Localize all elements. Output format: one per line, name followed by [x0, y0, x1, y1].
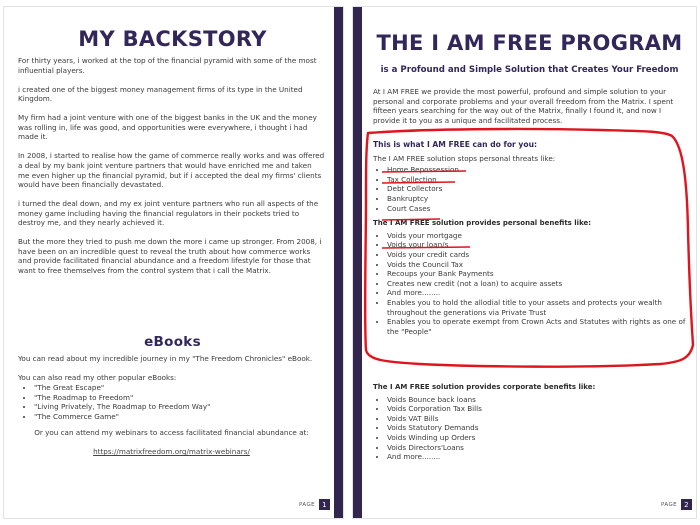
paragraph: In 2008, i started to realise how the game of commerce really works and was offered a deal by my bank joint venture partners that would have enriched me and taken me even higher up the financial pyramid, but if i accepted the deal my firms' clients would have been financially devastated.: [18, 151, 325, 190]
paragraph: But the more they tried to push me down the more i came up stronger. From 2008, i have been on an incredible quest to reveal the truth about how commerce works and provide facilitated financial abundance and a freedom lifestyle for those that want to free themselves from the control system that i call the Matrix.: [18, 237, 322, 276]
threats-list: [373, 165, 686, 213]
page-number-badge: 1: [319, 499, 330, 510]
list-item: • Voids Corporation Tax Bills: [387, 404, 686, 414]
corporate-section: [373, 383, 686, 467]
page-number-badge: 2: [681, 499, 692, 510]
personal-benefits-list: [373, 231, 686, 337]
ebooks-list: [18, 383, 325, 421]
webinar-link[interactable]: https://matrixfreedom.org/matrix-webinars/: [93, 447, 250, 457]
ebooks-intro: You can read about my incredible journey in my "The Freedom Chronicles" eBook.: [18, 354, 313, 363]
list-item: • "The Commerce Game": [34, 412, 325, 422]
page-two: [352, 6, 697, 519]
ebooks-heading: eBooks: [144, 334, 201, 350]
webinar-text: Or you can attend my webinars to access facilitated financial abundance at:: [34, 428, 309, 438]
corporate-benefits-list: [373, 395, 686, 462]
ebooks-section: [18, 354, 325, 466]
list-item: • "Living Privately, The Roadmap to Freedom Way": [34, 402, 325, 412]
paragraph: i turned the deal down, and my ex joint venture partners who run all aspects of the money game including having the financial regulators in their pockets tried to destroy me, and they nearly achieved it.: [18, 199, 319, 228]
page-gutter-bar: [334, 7, 343, 518]
corporate-benefits-heading: The I AM FREE solution provides corporate benefits like:: [373, 383, 596, 391]
page-title: MY BACKSTORY: [78, 27, 267, 51]
paragraph: My firm had a joint venture with one of the biggest banks in the UK and the money was rolling in, life was good, and opportunities were everywhere, i thought i had made it.: [18, 113, 317, 142]
highlighted-section: [373, 140, 686, 341]
list-item: • Voids your mortgage: [387, 231, 686, 241]
threats-intro: The I AM FREE solution stops personal threats like:: [373, 153, 556, 163]
page-gutter-bar: [353, 7, 362, 518]
list-item: • Enables you to operate exempt from Crown Acts and Statutes with rights as one of the "People": [387, 317, 686, 336]
page-one: [3, 6, 344, 519]
page-number: [299, 499, 330, 510]
list-item: • Bankruptcy: [387, 194, 686, 204]
list-item: • Debt Collectors: [387, 184, 686, 194]
personal-benefits-heading: The I AM FREE solution provides personal benefits like:: [373, 219, 592, 228]
section-heading: This is what I AM FREE can do for you:: [373, 140, 538, 149]
page-number: [661, 499, 692, 510]
list-item: • Home Repossession: [387, 165, 686, 175]
list-item: • Enables you to hold the allodial title to your assets and protects your wealth throughout the generations via Private Trust: [387, 298, 686, 317]
list-item: • Voids Winding up Orders: [387, 433, 686, 443]
intro-paragraph: At I AM FREE we provide the most powerful, profound and simple solution to your personal and corporate problems and your overall freedom from the Matrix. I spent fifteen years searching for the way out of the Matrix, finally I found it, and now I provide it to you as a unique and facilitated process.: [373, 87, 674, 125]
list-item: • And more........: [387, 452, 686, 462]
list-item: • Voids your credit cards: [387, 250, 686, 260]
list-item: • Tax Collection: [387, 175, 686, 185]
paragraph: i created one of the biggest money management firms of its type in the United Kingdom.: [18, 84, 303, 104]
page-label: PAGE: [661, 501, 677, 508]
list-item: • Voids Bounce back loans: [387, 395, 686, 405]
list-item: • Voids Statutory Demands: [387, 423, 686, 433]
page-subtitle: is a Profound and Simple Solution that Creates Your Freedom: [380, 65, 679, 75]
list-item: • Voids the Council Tax: [387, 260, 686, 270]
page-title: THE I AM FREE PROGRAM: [376, 31, 683, 55]
list-item: • Voids VAT Bills: [387, 414, 686, 424]
ebooks-other: You can also read my other popular eBooks:: [18, 372, 177, 382]
backstory-body: [18, 56, 325, 285]
list-item: • Creates new credit (not a loan) to acquire assets: [387, 279, 686, 289]
list-item: • And more........: [387, 288, 686, 298]
paragraph: For thirty years, i worked at the top of the financial pyramid with some of the most influential players.: [18, 56, 317, 75]
list-item: • "The Roadmap to Freedom": [34, 393, 325, 403]
list-item: • "The Great Escape": [34, 383, 325, 393]
list-item: • Voids your loan/s: [387, 240, 686, 250]
list-item: • Voids Directors'Loans: [387, 443, 686, 453]
list-item: • Court Cases: [387, 204, 686, 214]
page-label: PAGE: [299, 501, 315, 508]
list-item: • Recoups your Bank Payments: [387, 269, 686, 279]
